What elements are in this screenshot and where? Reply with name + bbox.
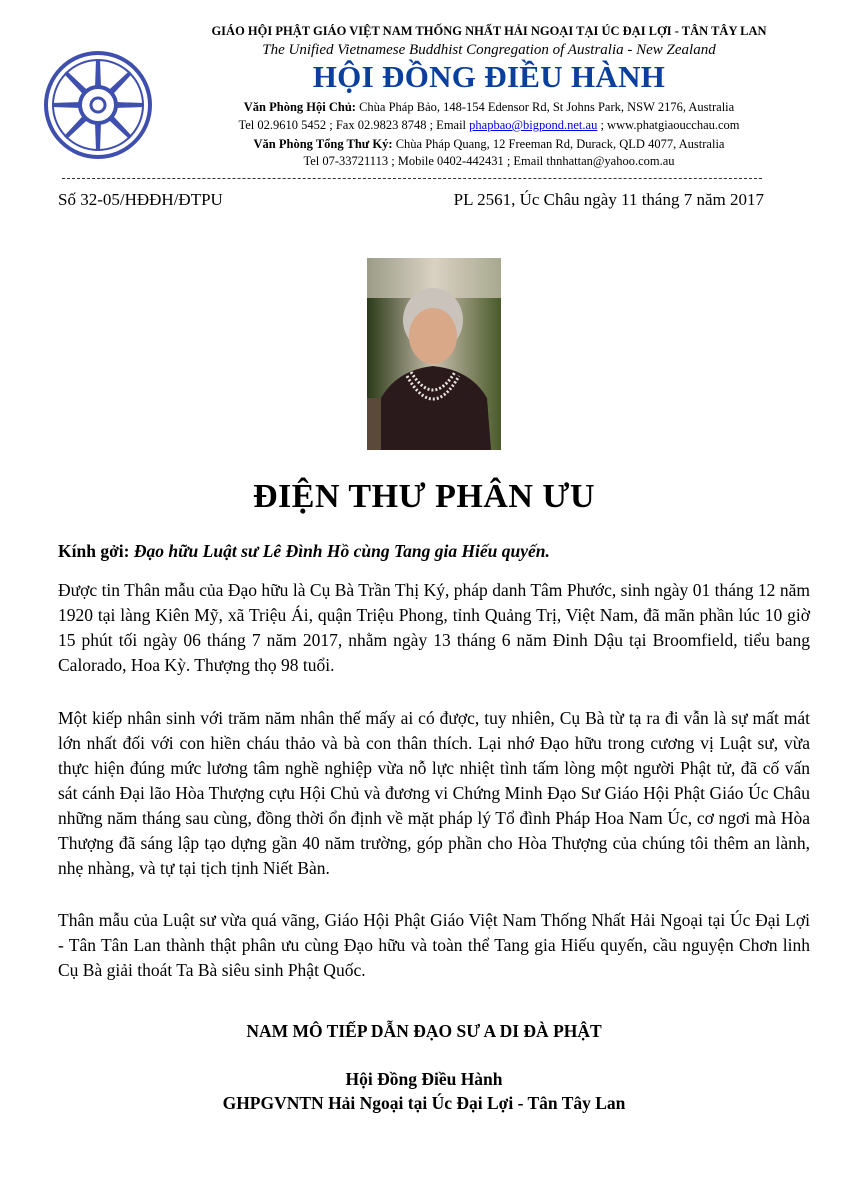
organization-name-english: The Unified Vietnamese Buddhist Congregation of Australia - New Zealand [262, 42, 716, 58]
office2-address: Chùa Pháp Quang, 12 Freeman Rd, Durack, QLD 4077, Australia [392, 137, 725, 151]
salutation-label: Kính gởi: [58, 541, 130, 561]
office2-contact-line: Tel 07-33721113 ; Mobile 0402-442431 ; Email thnhattan@yahoo.com.au [303, 154, 675, 168]
office1-address-line [150, 100, 828, 115]
portrait-photo [367, 258, 501, 450]
body-paragraph: Một kiếp nhân sinh với trăm năm nhân thế mấy ai có được, tuy nhiên, Cụ Bà từ tạ ra đi vẫn là sự mất mát lớn nhất đối với con hiền cháu thảo và bà con thân thích. Lại nhớ Đạo hữu trong cương vị Luật sư, vừa thực hiện đúng mức lương tâm nghề nghiệp vừa nỗ lực nhiệt tình tấm lòng một người Phật tử, đã cố vấn sát cánh Đại lão Hòa Thượng cựu Hội Chủ và đương vi Chứng Minh Đạo Sư Giáo Hội Phật Giáo Úc Châu những năm tháng sau cùng, đồng thời ổn định về mặt pháp lý Tổ đình Pháp Hoa Nam Úc, cơ ngơi mà Hòa Thượng đã sáng lập tạo dựng gần 40 năm trường, góp phần cho Hòa Thượng của chúng tôi thêm an lành, nhẹ nhàng, và tự tại tịch tịnh Niết Bàn. [58, 708, 810, 878]
document-date: PL 2561, Úc Châu ngày 11 tháng 7 năm 2017 [453, 190, 764, 209]
body-paragraph: Thân mẫu của Luật sư vừa quá vãng, Giáo Hội Phật Giáo Việt Nam Thống Nhất Hải Ngoại tại Úc Đại Lợi - Tân Tân Lan thành thật phân ưu cùng Đạo hữu và toàn thể Tang gia Hiếu quyến, cầu nguyện Chơn linh Cụ Bà giải thoát Ta Bà siêu sinh Phật Quốc. [58, 910, 810, 980]
office1-contact-line [150, 118, 828, 133]
organization-name-vietnamese: GIÁO HỘI PHẬT GIÁO VIỆT NAM THỐNG NHẤT HẢI NGOẠI TẠI ÚC ĐẠI LỢI - TÂN TÂY LAN [211, 24, 767, 38]
signature-line-2: GHPGVNTN Hải Ngoại tại Úc Đại Lợi - Tân Tây Lan [222, 1093, 626, 1113]
document-number: Số 32-05/HĐĐH/ĐTPU [58, 190, 223, 209]
closing-prayer: NAM MÔ TIẾP DẪN ĐẠO SƯ A DI ĐÀ PHẬT [246, 1021, 602, 1041]
salutation [58, 541, 550, 562]
office1-contact-suffix: ; www.phatgiaoucchau.com [597, 118, 740, 132]
office1-email-link[interactable]: phapbao@bigpond.net.au [469, 118, 598, 132]
office1-address: Chùa Pháp Bảo, 148-154 Edensor Rd, St Johns Park, NSW 2176, Australia [355, 100, 735, 114]
office1-contact-prefix: Tel 02.9610 5452 ; Fax 02.9823 8748 ; Email [238, 118, 470, 132]
salutation-recipient: Đạo hữu Luật sư Lê Đình Hồ cùng Tang gia Hiếu quyến. [133, 541, 550, 561]
page-title: ĐIỆN THƯ PHÂN ƯU [252, 478, 596, 515]
dharma-wheel-logo-icon [42, 49, 154, 161]
office2-address-line [150, 137, 828, 152]
office2-label: Văn Phòng Tổng Thư Ký: [253, 137, 393, 151]
council-title: HỘI ĐỒNG ĐIỀU HÀNH [312, 59, 666, 94]
header-divider [62, 178, 762, 179]
signature-line-1: Hội Đồng Điều Hành [345, 1069, 503, 1089]
office1-label: Văn Phòng Hội Chủ: [243, 100, 356, 114]
body-paragraph: Được tin Thân mẫu của Đạo hữu là Cụ Bà Trần Thị Ký, pháp danh Tâm Phước, sinh ngày 01 tháng 12 năm 1920 tại làng Kiên Mỹ, xã Triệu Ái, quận Triệu Phong, tỉnh Quảng Trị, Việt Nam, đã mãn phần lúc 10 giờ 15 phút tối ngày 06 tháng 7 năm 2017, nhằm ngày 13 tháng 6 năm Đinh Dậu tại Broomfield, tiểu bang Calorado, Hoa Kỳ. Thượng thọ 98 tuổi. [58, 580, 810, 675]
